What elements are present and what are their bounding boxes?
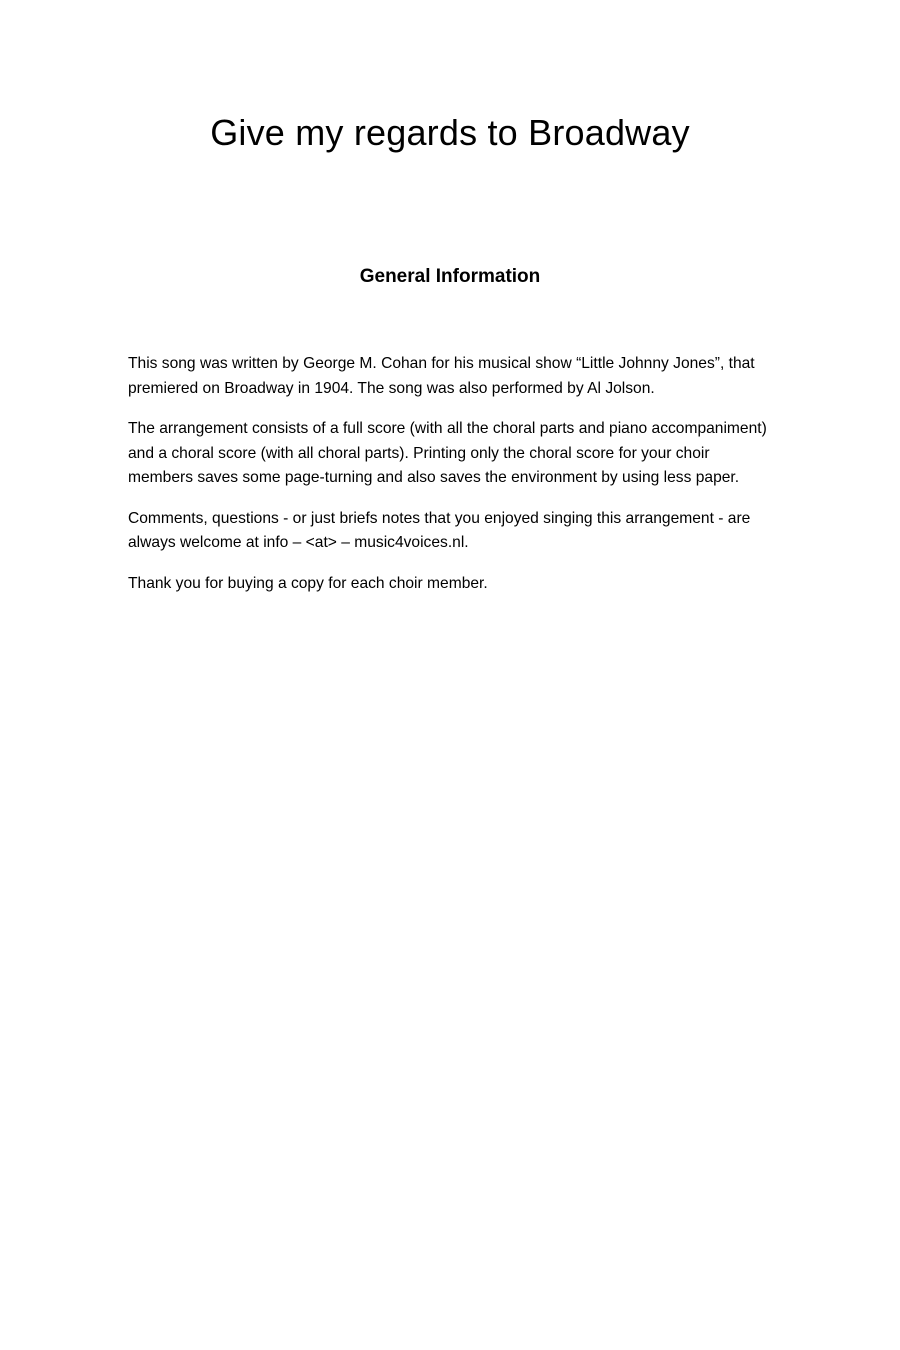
section-heading: General Information [359, 266, 541, 287]
paragraph-thanks: Thank you for buying a copy for each choir member. [128, 574, 488, 592]
paragraph-arrangement: The arrangement consists of a full score (with all the choral parts and piano accompaniment) and a choral score (with all choral parts). Printing only the choral score for your choir members saves some page-turning and also saves the environment by using less paper. [128, 420, 767, 486]
paragraph-history: This song was written by George M. Cohan for his musical show “Little Johnny Jones”, that premiered on Broadway in 1904. The song was also performed by Al Jolson. [128, 355, 755, 397]
paragraph-contact: Comments, questions - or just briefs notes that you enjoyed singing this arrangement - are always welcome at info – <at> – music4voices.nl. [128, 509, 751, 551]
body-text [128, 352, 778, 612]
document-title: Give my regards to Broadway [210, 112, 690, 153]
